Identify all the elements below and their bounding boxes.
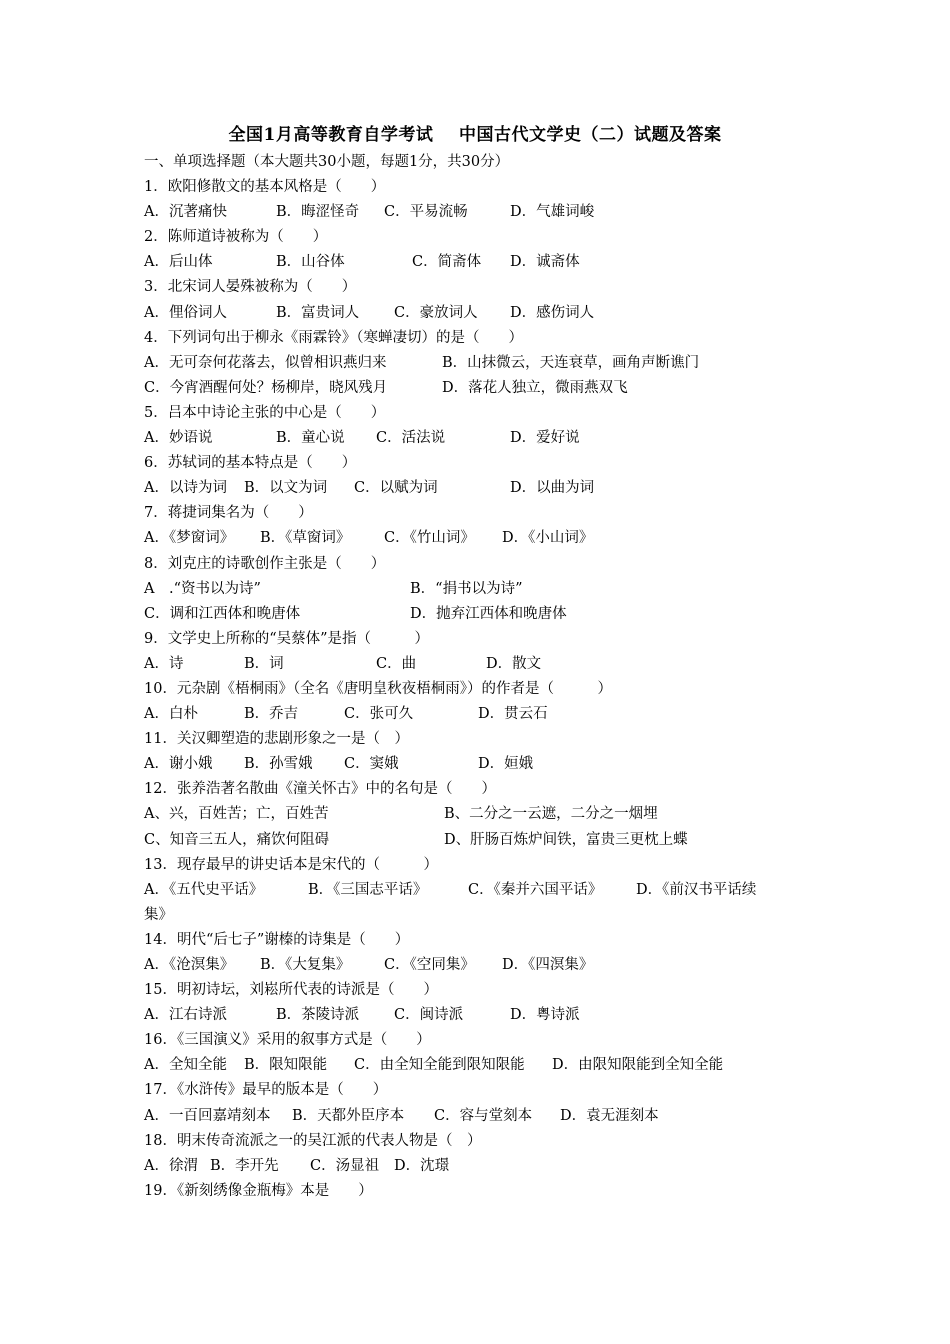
options-7 xyxy=(144,526,794,551)
options-4a xyxy=(144,351,794,376)
option-c: C．以赋为词 xyxy=(354,480,438,497)
question-13: 13．现存最早的讲史话本是宋代的（ ） xyxy=(144,856,438,873)
options-8a xyxy=(144,577,794,602)
option-a: A．后山体 xyxy=(144,254,213,271)
option-c: C．简斋体 xyxy=(412,254,482,271)
option-d: D．感伤词人 xyxy=(510,304,595,321)
option-c: C．《秦并六国平话》 xyxy=(468,881,603,898)
option-c: C．活法说 xyxy=(376,430,446,447)
options-11 xyxy=(144,752,794,777)
option-a: A．《沧溟集》 xyxy=(144,957,235,973)
option-b: B．乔吉 xyxy=(244,706,299,723)
option-a: A．谢小娥 xyxy=(144,756,213,773)
option-a: A、兴，百姓苦；亡，百姓苦 xyxy=(144,806,329,823)
question-3: 3．北宋词人晏殊被称为（ ） xyxy=(144,279,357,296)
option-c: C．平易流畅 xyxy=(384,204,468,221)
options-18 xyxy=(144,1154,794,1179)
question-15: 15．明初诗坛，刘崧所代表的诗派是（ ） xyxy=(144,982,438,999)
option-a: A．白朴 xyxy=(144,706,198,723)
option-b: B．词 xyxy=(244,655,284,672)
option-b: B、二分之一云遮，二分之一烟埋 xyxy=(444,806,658,823)
question-6: 6．苏轼词的基本特点是（ ） xyxy=(144,455,357,472)
option-c: C．汤显祖 xyxy=(310,1157,380,1174)
option-a: A．诗 xyxy=(144,655,184,672)
option-b: B．李开先 xyxy=(210,1157,279,1174)
option-a: A．沉著痛快 xyxy=(144,204,227,221)
option-a: A．江右诗派 xyxy=(144,1007,227,1024)
option-d: D．诚斋体 xyxy=(510,254,580,271)
option-c: C．《竹山词》 xyxy=(384,530,475,547)
question-17: 17．《水浒传》最早的版本是（ ） xyxy=(144,1082,388,1099)
option-d: D．气雄词峻 xyxy=(510,204,595,221)
question-4: 4．下列词句出于柳永《雨霖铃》（寒蝉凄切）的是（ ） xyxy=(144,329,523,346)
option-d: D．《四溟集》 xyxy=(502,957,594,973)
option-b: B．以文为词 xyxy=(244,480,328,497)
option-b: B．富贵词人 xyxy=(276,304,360,321)
question-19: 19．《新刻绣像金瓶梅》本是 ） xyxy=(144,1182,373,1199)
options-13 xyxy=(144,878,794,903)
question-7: 7．蒋捷词集名为（ ） xyxy=(144,505,313,522)
option-a: A．一百回嘉靖刻本 xyxy=(144,1107,271,1124)
option-b: B．《大复集》 xyxy=(260,957,351,973)
option-c: C．豪放词人 xyxy=(394,304,478,321)
option-c: C．《空同集》 xyxy=(384,957,475,973)
options-13-wrap xyxy=(144,903,794,928)
option-c: C．容与堂刻本 xyxy=(434,1107,533,1124)
option-a: A．《梦窗词》 xyxy=(144,530,235,547)
question-5: 5．吕本中诗论主张的中心是（ ） xyxy=(144,404,386,421)
option-d: D．贯云石 xyxy=(478,706,548,723)
option-c: C．窦娥 xyxy=(344,756,399,773)
section-heading: 一、单项选择题（本大题共30小题，每题1分，共30分） xyxy=(144,154,510,170)
question-14: 14．明代“后七子”谢榛的诗集是（ ） xyxy=(144,931,410,948)
question-18: 18．明末传奇流派之一的吴江派的代表人物是（ ） xyxy=(144,1132,482,1149)
question-9: 9．文学史上所称的“吴蔡体”是指（ ） xyxy=(144,630,430,647)
options-17 xyxy=(144,1104,794,1129)
question-12: 12．张养浩著名散曲《潼关怀古》中的名句是（ ） xyxy=(144,781,496,798)
options-12b xyxy=(144,828,794,853)
options-8b xyxy=(144,602,794,627)
option-c: C．由全知全能到限知限能 xyxy=(354,1057,525,1074)
option-d: D．抛弃江西体和晚唐体 xyxy=(410,605,567,622)
option-b: B．天都外臣序本 xyxy=(292,1107,405,1124)
option-c: C．调和江西体和晚唐体 xyxy=(144,605,301,622)
question-16: 16．《三国演义》采用的叙事方式是（ ） xyxy=(144,1032,431,1049)
question-8: 8．刘克庄的诗歌创作主张是（ ） xyxy=(144,555,386,572)
option-d: D．散文 xyxy=(486,655,542,672)
options-14 xyxy=(144,953,794,978)
option-b: B．山抹微云，天连衰草，画角声断谯门 xyxy=(442,354,700,371)
option-d: D．《前汉书平话续 xyxy=(636,881,757,898)
option-c: C．今宵酒醒何处？杨柳岸，晓风残月 xyxy=(144,379,388,396)
option-d: D、肝肠百炼炉间铁，富贵三更枕上蝶 xyxy=(444,831,688,848)
options-15 xyxy=(144,1003,794,1028)
option-d: D．姮娥 xyxy=(478,756,534,773)
option-d: D．《小山词》 xyxy=(502,530,594,547)
option-c: C．曲 xyxy=(376,655,417,672)
option-a: A．无可奈何花落去，似曾相识燕归来 xyxy=(144,354,387,371)
option-c: C．闽诗派 xyxy=(394,1007,464,1024)
option-d: D．沈璟 xyxy=(394,1157,450,1174)
option-d: D．粤诗派 xyxy=(510,1007,580,1024)
option-b: B．限知限能 xyxy=(244,1057,328,1074)
options-12a xyxy=(144,802,794,827)
option-a: A．全知全能 xyxy=(144,1057,227,1074)
option-b: B．晦涩怪奇 xyxy=(276,204,360,221)
options-4b xyxy=(144,376,794,401)
option-a: A．以诗为词 xyxy=(144,480,227,497)
options-9 xyxy=(144,652,794,677)
options-16 xyxy=(144,1053,794,1078)
option-b: B．《草窗词》 xyxy=(260,530,351,547)
option-d: D．爱好说 xyxy=(510,430,580,447)
options-6 xyxy=(144,476,794,501)
options-10 xyxy=(144,702,794,727)
question-11: 11．关汉卿塑造的悲剧形象之一是（ ） xyxy=(144,731,409,748)
option-b: B．山谷体 xyxy=(276,254,345,271)
option-b: B．童心说 xyxy=(276,430,345,447)
option-c: C．张可久 xyxy=(344,706,414,723)
option-a: A．徐渭 xyxy=(144,1157,198,1174)
option-a: A .“资书以为诗” xyxy=(144,580,261,597)
option-d: D．由限知限能到全知全能 xyxy=(552,1057,724,1074)
question-10: 10．元杂剧《梧桐雨》（全名《唐明皇秋夜梧桐雨》）的作者是（ ） xyxy=(144,680,612,697)
document-title: 全国1月高等教育自学考试 中国古代文学史（二）试题及答案 xyxy=(228,125,722,145)
option-a: A．俚俗词人 xyxy=(144,304,227,321)
options-3 xyxy=(144,301,794,326)
question-2: 2．陈师道诗被称为（ ） xyxy=(144,229,328,246)
option-b: B．《三国志平话》 xyxy=(308,881,428,898)
option-d-continued: 集》 xyxy=(144,906,173,923)
options-5 xyxy=(144,426,794,451)
option-b: B．“捐书以为诗” xyxy=(410,580,523,597)
question-1: 1．欧阳修散文的基本风格是（ ） xyxy=(144,179,386,196)
document-body xyxy=(144,150,794,1204)
option-b: B．孙雪娥 xyxy=(244,756,313,773)
option-b: B．茶陵诗派 xyxy=(276,1007,360,1024)
options-2 xyxy=(144,250,794,275)
option-d: D．落花人独立，微雨燕双飞 xyxy=(442,379,628,396)
option-a: A．妙语说 xyxy=(144,430,213,447)
option-d: D．以曲为词 xyxy=(510,480,595,497)
option-c: C、知音三五人，痛饮何阻碍 xyxy=(144,831,330,848)
options-1 xyxy=(144,200,794,225)
option-a: A．《五代史平话》 xyxy=(144,881,264,898)
option-d: D．袁无涯刻本 xyxy=(560,1107,659,1124)
